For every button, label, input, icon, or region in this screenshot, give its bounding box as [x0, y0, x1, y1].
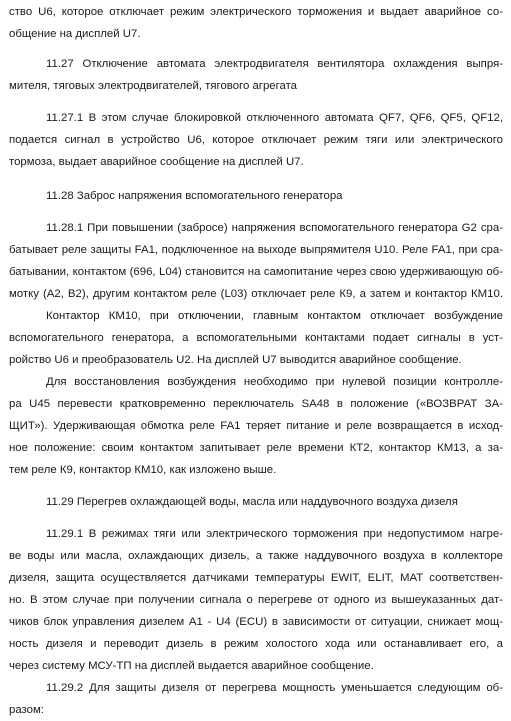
- text-line: чиков блок управления дизелем А1 - U4 (ECU) в зависимости от ситуации, снижает мощ-: [9, 616, 503, 628]
- text-line: 11.29.2 Для защиты дизеля от перегрева мощность уменьшается следующим об-: [46, 682, 503, 694]
- text-line: ве воды или масла, охлаждающих дизель, а также наддувочного воздуха в коллекторе: [9, 550, 503, 562]
- text-line: тормоза, выдает аварийное сообщение на дисплей U7.: [9, 156, 304, 168]
- text-line: Для восстановления возбуждения необходимо при нулевой позиции контролле-: [46, 376, 503, 388]
- text-line: батывании, контактом (696, L04) становится на самопитание через свою удерживающую об-: [9, 266, 503, 278]
- text-line: батывает реле защиты FA1, подключенное на выходе выпрямителя U10. Реле FA1, при сра-: [9, 244, 503, 256]
- text-line: 11.29 Перегрев охлаждающей воды, масла или наддувочного воздуха дизеля: [46, 496, 458, 508]
- text-line: мителя, тяговых электродвигателей, тягового агрегата: [9, 80, 298, 92]
- text-line: ра U45 перевести кратковременно переключатель SA48 в положение («ВОЗВРАТ ЗА-: [9, 398, 503, 410]
- text-line: 11.29.1 В режимах тяги или электрического торможения при недопустимом нагре-: [46, 528, 503, 540]
- text-line: тем реле К9, контактор КМ10, как изложено выше.: [9, 464, 277, 476]
- text-line: общение на дисплей U7.: [9, 28, 141, 40]
- text-line: дизеля, защита осуществляется датчиками температуры EWIT, ELIT, MAT соответствен-: [9, 572, 503, 584]
- text-line: 11.28 Заброс напряжения вспомогательного генератора: [46, 190, 343, 202]
- text-line: разом:: [9, 704, 44, 716]
- text-line: через систему МСУ-ТП на дисплей выдается аварийное сообщение.: [9, 660, 374, 672]
- text-line: 11.28.1 При повышении (забросе) напряжения вспомогательного генератора G2 сра-: [46, 222, 503, 234]
- text-line: 11.27 Отключение автомата электродвигателя вентилятора охлаждения выпря-: [46, 58, 503, 70]
- text-line: ное положение: своим контактом запитывает реле времени КТ2, контактор КМ13, а за-: [9, 442, 503, 454]
- text-line: ройство U6 и преобразователь U2. На дисплей U7 выводится аварийное сообщение.: [9, 354, 462, 366]
- text-line: ство U6, которое отключает режим электрического торможения и выдает аварийное со-: [9, 6, 503, 18]
- text-line: но. В этом случае при получении сигнала о перегреве от одного из вышеуказанных дат-: [9, 594, 503, 606]
- text-line: вспомогательного генератора, а вспомогательными контактами подает сигналы в уст-: [9, 332, 503, 344]
- text-line: Контактор КМ10, при отключении, главным контактом отключает возбуждение: [46, 310, 503, 322]
- text-line: ЩИТ»). Удерживающая обмотка реле FA1 теряет питание и реле возвращается в исход-: [9, 420, 503, 432]
- text-line: 11.27.1 В этом случае блокировкой отключенного автомата QF7, QF6, QF5, QF12,: [46, 112, 503, 124]
- text-line: подается сигнал в устройство U6, которое отключает режим тяги или электрического: [9, 134, 503, 146]
- text-line: ность дизеля и переводит дизель в режим холостого хода или останавливает его, а: [9, 638, 503, 650]
- text-line: мотку (А2, В2), другим контактом реле (L03) отключает реле К9, а затем и контактор КМ10.: [9, 288, 503, 300]
